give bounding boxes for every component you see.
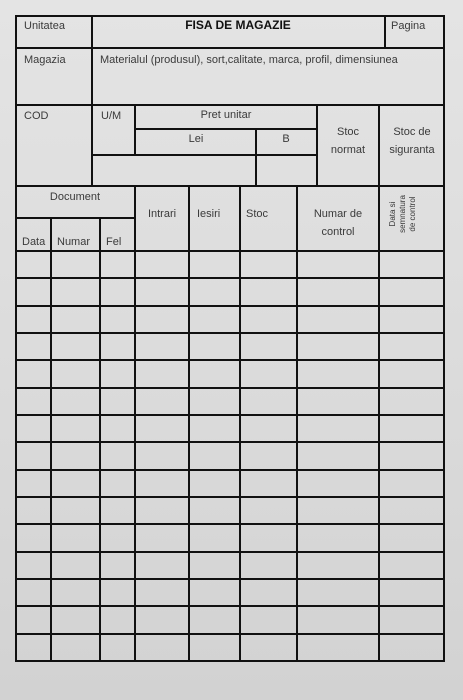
table-row-line — [15, 277, 445, 279]
table-row-line — [15, 469, 445, 471]
rule — [15, 47, 445, 49]
numar-control-label-1: Numar de — [313, 208, 363, 220]
rule — [91, 15, 93, 106]
stoc-col-label: Stoc — [246, 208, 269, 220]
intrari-label: Intrari — [147, 208, 177, 220]
numar-control-label-2: control — [321, 226, 355, 238]
table-row-line — [15, 578, 445, 580]
rule — [135, 128, 317, 130]
table-column-line — [188, 186, 190, 662]
data-label: Data — [22, 236, 46, 248]
semnatura-line-1: Data si — [388, 201, 397, 227]
rule — [134, 104, 136, 156]
table-row-line — [15, 660, 445, 662]
lei-label: Lei — [188, 133, 204, 145]
table-row-line — [15, 633, 445, 635]
table-column-line — [296, 186, 298, 662]
pret-unitar-label: Pret unitar — [200, 109, 252, 121]
table-row-line — [15, 551, 445, 553]
rule — [92, 154, 317, 156]
table-row-line — [15, 359, 445, 361]
rule — [15, 250, 445, 252]
semnatura-control-label — [388, 184, 418, 244]
cod-label: COD — [24, 110, 49, 122]
fel-label: Fel — [106, 236, 122, 248]
magazia-label: Magazia — [24, 54, 66, 66]
iesiri-label: Iesiri — [197, 208, 221, 220]
rule — [378, 104, 380, 187]
numar-label: Numar — [57, 236, 91, 248]
table-row-line — [15, 387, 445, 389]
stoc-normat-label-2: normat — [330, 144, 366, 156]
rule — [15, 15, 17, 662]
b-label: B — [282, 133, 290, 145]
table-column-line — [99, 218, 101, 662]
table-column-line — [378, 186, 380, 662]
semnatura-line-3: de control — [408, 196, 417, 232]
rule — [15, 185, 445, 187]
rule — [15, 104, 445, 106]
table-column-line — [134, 186, 136, 662]
rule — [15, 217, 136, 219]
table-row-line — [15, 332, 445, 334]
table-row-line — [15, 414, 445, 416]
table-row-line — [15, 496, 445, 498]
stoc-siguranta-label-1: Stoc de — [393, 126, 431, 138]
unitatea-label: Unitatea — [24, 20, 65, 32]
rule — [384, 15, 386, 49]
rule — [91, 104, 93, 187]
um-label: U/M — [101, 110, 122, 122]
table-row-line — [15, 305, 445, 307]
pagina-label: Pagina — [391, 20, 426, 32]
table-row-line — [15, 605, 445, 607]
rule — [255, 128, 257, 187]
table-column-line — [50, 218, 52, 662]
rule — [15, 15, 445, 17]
form-title: FISA DE MAGAZIE — [185, 18, 291, 32]
semnatura-line-2: semnatura — [398, 195, 407, 233]
rule — [316, 104, 318, 187]
stoc-normat-label-1: Stoc — [336, 126, 359, 138]
material-label: Materialul (produsul), sort,calitate, marca, profil, dimensiunea — [100, 54, 398, 66]
rule — [443, 15, 445, 662]
document-label: Document — [49, 191, 101, 203]
table-row-line — [15, 441, 445, 443]
table-column-line — [239, 186, 241, 662]
stoc-siguranta-label-2: siguranta — [389, 144, 435, 156]
table-row-line — [15, 523, 445, 525]
